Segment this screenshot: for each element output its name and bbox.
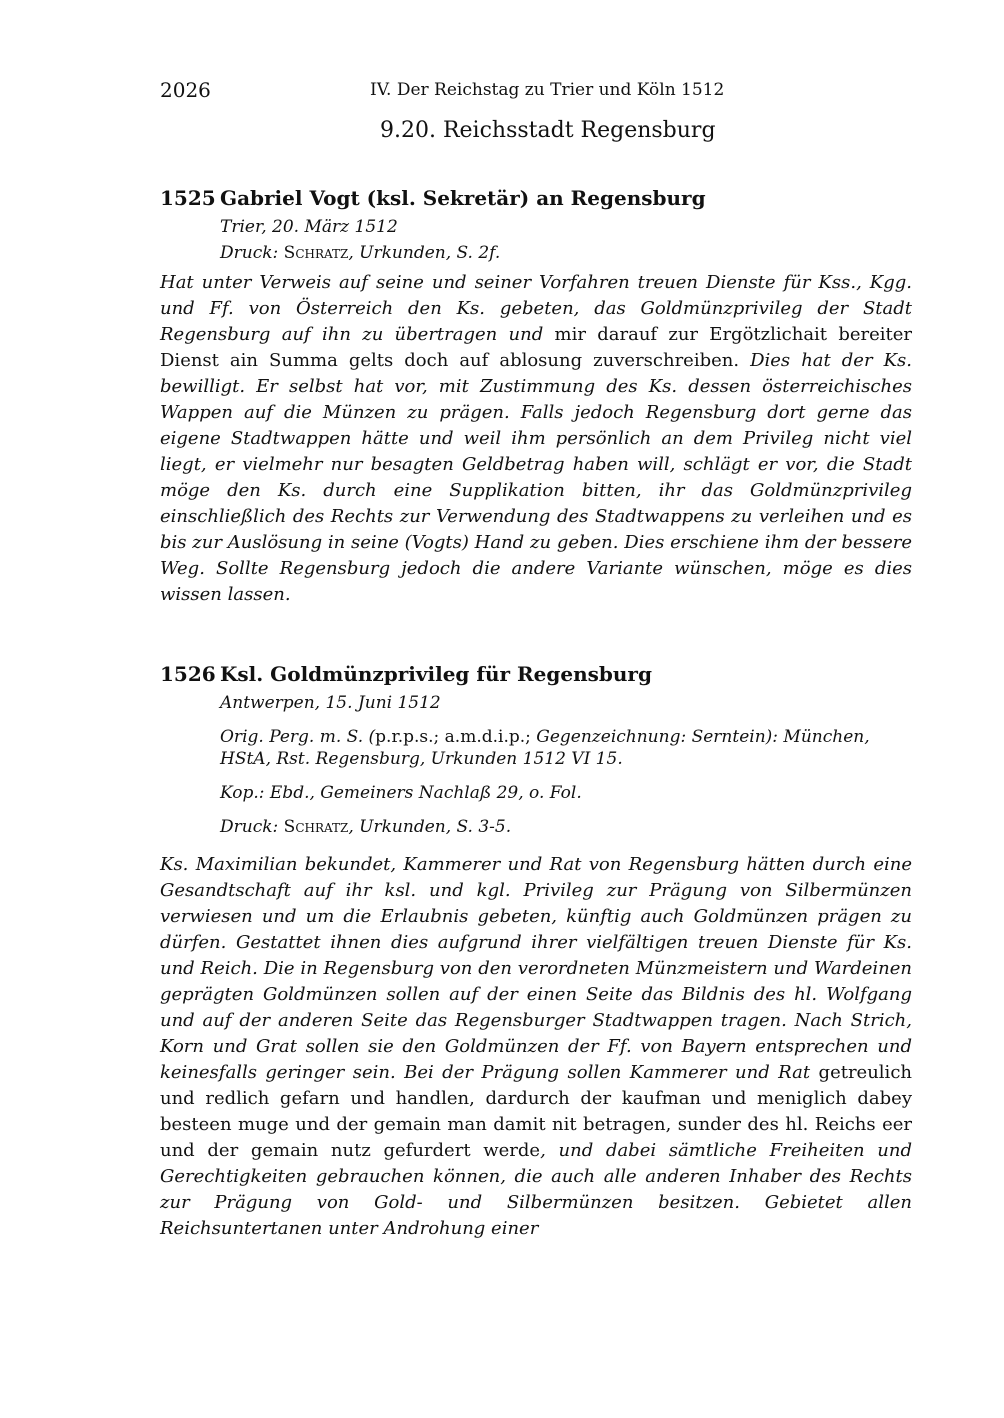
- document-page: [160, 78, 912, 1242]
- place-date: Antwerpen, 15. Juni 1512: [220, 693, 441, 713]
- entry-body: [160, 270, 912, 608]
- orig-abbrev: p.r.p.s.;: [375, 727, 440, 747]
- entry-1525: [160, 184, 912, 608]
- orig-abbrev: a.m.d.i.p.;: [444, 727, 531, 747]
- page-number: 2026: [160, 78, 211, 102]
- body-segment: Ks. Maximilian bekundet, Kammerer und Rat von Regensburg hätten durch eine Gesandtschaft auf ihr ksl. und kgl. Privileg zur Prägung von Silbermünzen verwiesen und um die Erlaubnis gebeten, künftig auch Goldmünzen prägen zu dürfen. Gestattet ihnen dies aufgrund ihrer vielfältigen treuen Dienste für Ks. und Reich. Die in Regensburg von den verordneten Münzmeistern und Wardeinen geprägten Goldmünzen sollen auf der einen Seite das Bildnis des hl. Wolfgang und auf der anderen Seite das Regensburger Stadtwappen tragen. Nach Strich, Korn und Grat sollen sie den Goldmünzen der Ff. von Bayern entsprechen und keinesfalls geringer sein. Bei der Prägung sollen Kammerer und Rat: [160, 854, 912, 1083]
- entry-heading: [160, 184, 912, 212]
- body-segment: mir darauf zur Ergötzlichait bereiter Dienst ain Summa gelts doch auf ablosung zuverschreiben.: [160, 324, 912, 371]
- print-rest: , Urkunden, S. 2f.: [348, 243, 501, 263]
- original-reference: [220, 726, 912, 770]
- entry-body: [160, 852, 912, 1242]
- body-segment: getreulich und redlich gefarn und handlen, dardurch der kaufman und meniglich dabey besteen muge und der gemain man damit nit betragen, sunder des hl. Reichs eer und der gemain nutz gefurdert werde: [160, 1062, 912, 1161]
- orig-part: Orig. Perg. m. S. (: [220, 727, 376, 747]
- print-rest: , Urkunden, S. 3-5.: [348, 817, 512, 837]
- body-segment: , und dabei sämtliche Freiheiten und Gerechtigkeiten gebrauchen können, die auch alle anderen Inhaber des Rechts zur Prägung von Gold- und Silbermünzen besitzen. Gebietet allen Reichsuntertanen unter Androhung einer: [160, 1140, 912, 1239]
- body-segment: Hat unter Verweis auf seine und seiner Vorfahren treuen Dienste für Kss., Kgg. und Ff. von Österreich den Ks. gebeten, das Goldmünzprivileg der Stadt Regensburg auf ihn zu übertragen und: [160, 272, 912, 345]
- body-segment: Dies hat der Ks. bewilligt. Er selbst hat vor, mit Zustimmung des Ks. dessen österreichisches Wappen auf die Münzen zu prägen. Falls jedoch Regensburg dort gerne das eigene Stadtwappen hätte und weil ihm persönlich an dem Privileg nicht viel liegt, er vielmehr nur besagten Geldbetrag haben will, schlägt er vor, die Stadt möge den Ks. durch eine Supplikation bitten, ihr das Goldmünzprivileg einschließlich des Rechts zur Verwendung des Stadtwappens zu verleihen und es bis zur Auslösung in seine (Vogts) Hand zu geben. Dies erschiene ihm der bessere Weg. Sollte Regensburg jedoch die andere Variante wünschen, möge es dies wissen lassen.: [160, 350, 912, 605]
- entry-title: Ksl. Goldmünzprivileg für Regensburg: [220, 662, 652, 686]
- entry-1526: [160, 660, 912, 1242]
- print-reference: [220, 242, 912, 264]
- entry-heading: [160, 660, 912, 688]
- section-title: 9.20. Reichsstadt Regensburg: [380, 118, 716, 143]
- entry-metadata: [220, 692, 912, 838]
- print-author: Schratz: [283, 817, 349, 837]
- entry-title: Gabriel Vogt (ksl. Sekretär) an Regensburg: [220, 186, 706, 210]
- entry-metadata: [220, 216, 912, 264]
- running-title: IV. Der Reichstag zu Trier und Köln 1512: [370, 80, 725, 100]
- entry-number: 1526: [160, 662, 216, 686]
- entry-number: 1525: [160, 186, 216, 210]
- running-header: [160, 78, 912, 108]
- orig-part: Gegenzeichnung: Serntein): München, HStA, Rst. Regensburg, Urkunden 1512 VI 15.: [220, 727, 870, 769]
- print-label: Druck:: [220, 243, 284, 263]
- place-date: Trier, 20. März 1512: [220, 217, 398, 237]
- print-label: Druck:: [220, 817, 284, 837]
- print-author: Schratz: [283, 243, 349, 263]
- print-reference: [220, 816, 912, 838]
- copy-reference: Kop.: Ebd., Gemeiners Nachlaß 29, o. Fol.: [220, 783, 582, 803]
